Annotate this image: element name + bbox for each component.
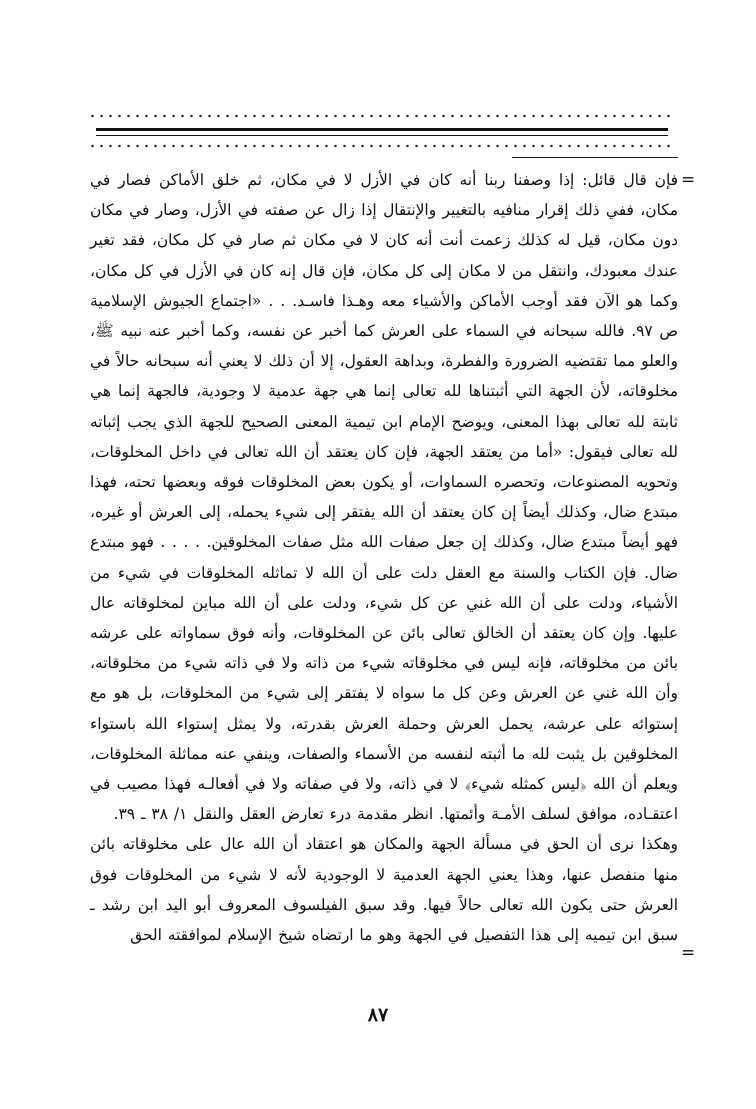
footnote-block — [90, 165, 678, 950]
page-number: ٨٧ — [367, 1004, 389, 1026]
thick-rule — [96, 128, 668, 131]
footnote-paragraph-1: فإن قال قائل: إذا وصفنا ربنا أنه كان في الأزل لا في مكان، ثم خلق الأماكن فصار في مكان، ففي ذلك إقرار منافيه بالتغيير والإنتقال إذا زال عن صفته في الأزل، وصار في مكان دون مكان، قيل له كذلك زعمت أنت أنه كان لا في مكان ثم صار في كل مكان، فقد تغير عندك معبودك، وانتقل من لا مكان إلى كل مكان، فإن قال إنه كان في الأزل في كل مكان، وكما هو الآن فقد أوجب الأماكن والأشياء معه وهـذا فاسـد. . . «اجتماع الجيوش الإسلامية ص ٩٧. فالله سبحانه في السماء على العرش كما أخبر عن نفسه، وكما أخبر عنه نبيه ﷺ، والعلو مما تقتضيه الضرورة والفطرة، وبداهة العقول، إلا أن ذلك لا يعني أنه سبحانه حالاً في مخلوقاته، لأن الجهة التي أثبتناها لله تعالى إنما هي جهة عدمية لا وجودية، فالجهة إنما هي ثابتة لله تعالى بهذا المعنى، ويوضح الإمام ابن تيمية المعنى الصحيح للجهة الذي يجب إثباته لله تعالى فيقول: «أما من يعتقد الجهة، فإن كان يعتقد أن الله تعالى في داخل المخلوقات، وتحويه المصنوعات، وتحصره السماوات، أو يكون بعض المخلوقات فوقه وبعضها تحته، فهذا مبتدع ضال، وكذلك أيضاً إن كان يعتقد أن الله يفتقر إلى شيء يحمله، إلى العرش أو غيره، فهو أيضاً مبتدع ضال، وكذلك إن جعل صفات الله مثل صفات المخلوقين. . . . . فهو مبتدع ضال. فإن الكتاب والسنة مع العقل دلت على أن الله لا تماثله المخلوقات في شيء من الأشياء، ودلت على أن الله غني عن كل شيء، ودلت على أن الله مباين لمخلوقاته عال عليها. وإن كان يعتقد أن الخالق تعالى بائن عن المخلوقات، وأنه فوق سماواته على عرشه بائن من مخلوقاته، فإنه ليس في مخلوقاته شيء من ذاته ولا في ذاته شيء من مخلوقاته، وأن الله غني عن العرش وعن كل ما سواه لا يفتقر إلى شيء من المخلوقات، بل هو مع إستوائه على عرشه، يحمل العرش وحملة العرش بقدرته، ولا يمثل إستواء الله باستواء المخلوقين بل يثبت لله ما أثبته لنفسه من الأسماء والصفات، وينفي عنه مماثلة المخلوقات، ويعلم أن الله ﴿ليس كمثله شيء﴾ لا في ذاته، ولا في صفاته ولا في أفعالـه فهذا مصيب في اعتقـاده، موافق لسلف الأمـة وأئمتها. انظر مقدمة درء تعارض العقل والنقل ١/ ٣٨ ـ ٣٩. — [90, 171, 679, 824]
thin-rule — [96, 135, 668, 136]
footnote-continuation-start-mark: = — [681, 170, 696, 190]
header-rule-ornament — [88, 108, 676, 154]
footnote-paragraph-2: وهكذا نرى أن الحق في مسألة الجهة والمكان هو اعتقاد أن الله عال على مخلوقاته بائن منها منفصل عنها، وهذا يعني الجهة العدمية لا الوجودية لأنه لا شيء من المخلوقات فوق العرش حتى يكون الله تعالى حالاً فيها. وقد سبق الفيلسوف المعروف أبو اليد ابن رشد ـ سبق ابن تيميه إلى هذا التفصيل في الجهة وهو ما ارتضاه شيخ الإسلام لموافقته الحق — [90, 835, 678, 945]
dotted-rule-top — [88, 114, 676, 118]
dotted-rule-bottom — [88, 144, 676, 148]
footnote-divider — [512, 157, 678, 158]
footnote-continuation-end-mark: = — [681, 943, 696, 963]
